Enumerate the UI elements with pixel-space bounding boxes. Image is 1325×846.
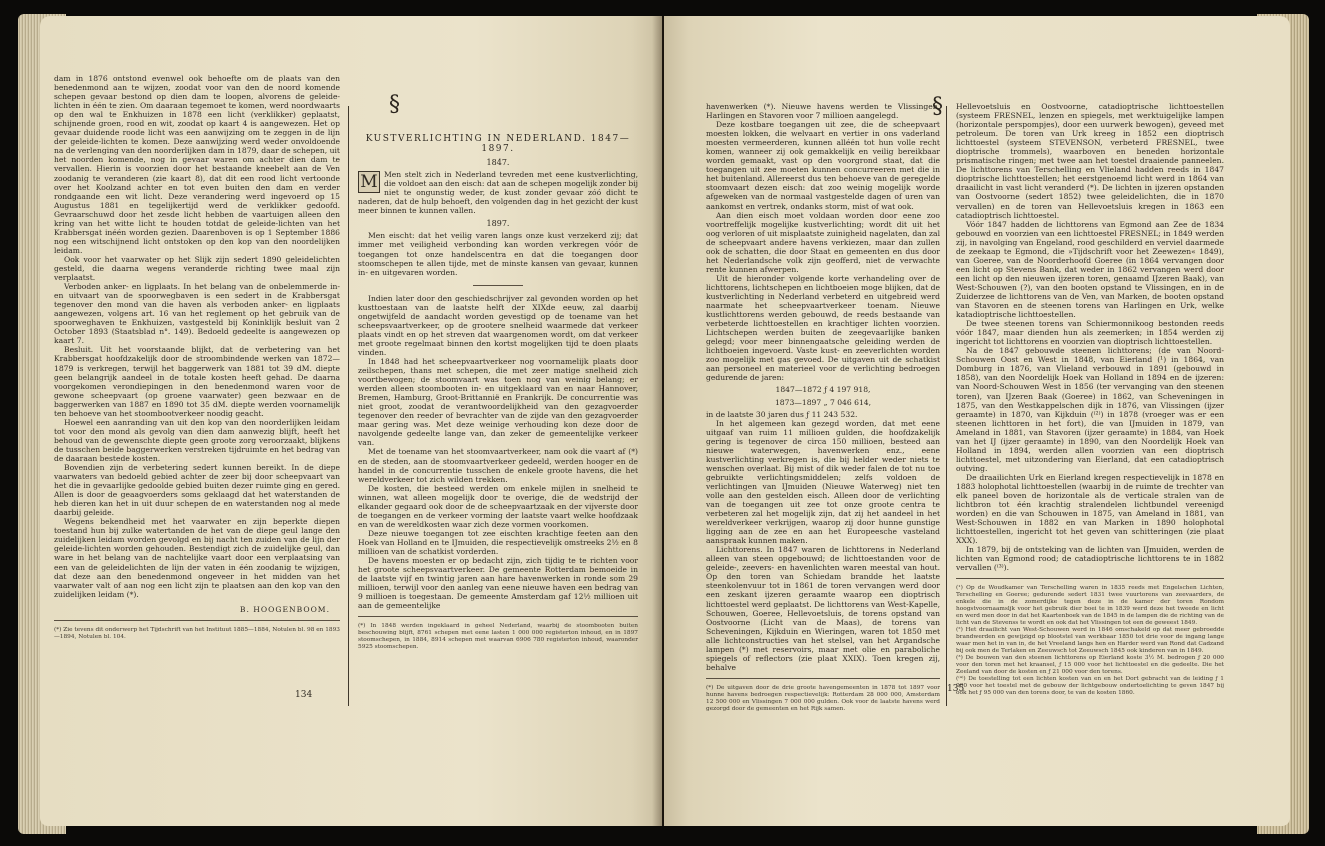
footnote: (²) Het draailicht van West-Schouwen werd in 1846 omschakeld op dat meer gebroedde brandwerden en gewijzigd op blootstel van werkbaar 1850 tot drie voor de ingang lange waar men het in van in, de het Vreeland langs hen en Harder werd van Rond dat Cadzand bij ook men de Terlaken en Zeeuwsch tot Zeeuwsch 1845 ook kinderen van in 1849. (956, 627, 1224, 655)
footnote: (⁽⁴⁾) De toestelling tot een lichten kosten van en en het Dort gebracht van de leiding ƒ 1 000 voor het toestel met de gebouw der lichtgebouw ondertoelichting te geven 1847 bij ook het ƒ 95 000 van den torens door, te van de kosten 1860. (956, 676, 1224, 697)
paragraph: Ook voor het vaarwater op het Slijk zijn sedert 1890 geleidelichten gesteld, die daarna wegens veranderde richting twee maal zijn verplaatst. (54, 254, 340, 283)
paragraph: Verboden anker- en ligplaats. In het belang van de onbelemmerde in- en uitvaart van de spoorwegbaven is een sedert in de Krabbersgat tegenover den mond van die haven als verboden anker- en ligplaats aangewezen, volgens art. 16 van het reglement op het gebruik van de spoorweghaven te Enkhuizen, vastgesteld bij Koninklijk besluit van 2 October 1893 (Staatsblad n°. 149). Bedoeld gedeelte is aangewezen op kaart 7. (54, 282, 340, 346)
paragraph: Hellevoetsluis en Oostvoorne, catadioptrische lichttoestellen (systeem FRESNEL, lenzen en spiegels, met werktuigelijke lampen (horizontale perspompjes), door een uurwerk bewogen), geveed met petroleum. De toren van Urk kreeg in 1852 een dioptrisch lichttoestel (systeem STEVENSON, verbeterd FRESNEL, twee dioptrische trommels), waarboven en beneden horizontale prismatische ringen; met twee aan het toestel draaiende panneelen. De lichttorens van Terschelling en Vlieland hadden reeds in 1847 dioptrische lichttoestellen; het eerstgenoemd licht werd in 1864 van draailicht in vast licht veranderd (*). De lichten in ijzeren opstanden van Oostvoorne (sedert 1852) twee geleidelichten, die in 1870 vervallen) en de toren van Hellevoetsluis kregen in 1863 een catadioptrisch lichttoestel. (956, 102, 1224, 220)
left-page-column-1 (54, 74, 340, 641)
page-number-right: 135 (947, 684, 965, 694)
paragraph: De kosten, die besteed werden om enkele mijlen in snelheid te winnen, wat alleen mogelijk door te overige, die de wedstrijd der elkander gegaard ook door de de scheepvaartzaak en der vijverste door de toegangen en de verkeer vorming der laatste vaart welke hoofdzaak en van de wereldkosten waar zich deze vormen voorkomen. (358, 483, 638, 529)
article-title: KUSTVERLICHTING IN NEDERLAND. 1847—1897. (365, 134, 631, 155)
paragraph: Indien later door den geschiedschrijver zal gevonden worden op het kusttoestaan van de laatste helft der XIXde eeuw, zal daarbij ongetwijfeld de aandacht worden gevestigd op de toename van het scheepsvaartverkeer, op de grootere snelheid waarmede dat verkeer plaats vindt en op het streven dat waargenomen wordt, om dat verkeer met groote regelmaat binnen den kortst mogelijken tijd te doen plaats vinden. (358, 293, 638, 357)
ornament-flourish: § (932, 94, 943, 119)
page-number-left: 134 (295, 690, 313, 700)
left-page (40, 16, 662, 826)
ornament-flourish: § (389, 92, 400, 117)
paragraph: Lichttorens. In 1847 waren de lichttorens in Nederland alleen van steen opgebouwd; de lichttoestanden voor de geleide-, zeevers- en havenlichten waren meestal van hout. Op den toren van Schiedam brandde het laatste steenkolenvuur tot in 1861 de toren vervangen werd door een zeskant ijzeren geraamte waarop een dioptrisch lichttoestel werd geplaatst. De lichttorens van West-Kapelle, Schouwen, Goeree, Hellevoetsluis, de torens opstand van Oostvoorne (Licht van de Maas), de torens van Scheveningen, Kijkduin en Wieringen, waren tot 1850 met alle lichtconstructies van het stelsel, van het Argandsche lampen (*) met reservoirs, maar met olie en paraboliche spiegels of reflectors (zie plaat XXIX). Toen kregen zij, behalve (706, 545, 940, 672)
paragraph: Hoewel een aanranding van uit den kop van den noorderlijken leidam tot voor den mond als gevolg van dien dam aanwezig blijft, heeft het behoud van de gewenschte diepte geen groote zorg veroorzaakt, blijkens de tusschen beide baggerwerken verstreken tijdruimte en het bedrag van de daaraan bestede kosten. (54, 417, 340, 463)
paragraph: Uit de hieronder volgende korte verhandeling over de lichttorens, lichtschepen en lichtboeien moge blijken, dat de kustverlichting in Nederland verbeterd en uitgebreid werd naarmate het scheepvaartverkeer toenam. Nieuwe kustlichttorens werden gebouwd, de reeds bestaande van verbeterde lichttoestellen en krachtiger lichten voorzien. Lichtschepen werden buiten de zeegevaarlijke banken gelegd; voor meer binnengaatsche geleiding werden de lichtboeien ingevoerd. Vaste kust- en zeeverlichten worden zoo mogelijk met gas gevoed. De uitgaven uit de schatkist aan personeel en materieel voor de verlichting bedroegen gedurende de jaren: (706, 273, 940, 383)
paragraph: Deze nieuwe toegangen tot zee eischten krachtige feeten aan den Hoek van Holland en te IJmuiden, die respectievelijk omstreeks 2½ en 8 millioen van de schatkist vorderden. (358, 528, 638, 556)
right-page-column-1 (706, 102, 940, 713)
paragraph: Deze kostbare toegangen uit zee, die de scheepvaart moesten lokken, die welvaart en vertier in ons vaderland moesten vermeerderen, kunnen alléén tot hun volle recht komen, wanneer zij ook gemakkelijk en veilig bereikbaar worden gemaakt, vast op den voorgrond staat, dat die toegangen uit zee moeten kunnen concurreeren met die in het buitenland. Allereerst dus ten behoeve van de geregelde stoomvaart dezen eisch: dat zoo weinig mogelijk worde afgeweken van de normaal vastgestelde dagen of uren van aankomst en vertrek, ondanks storm, mist of wat ook. (706, 120, 940, 211)
column-divider (348, 106, 349, 706)
year-heading-1897: 1897. (486, 219, 510, 229)
footnote-divider (358, 616, 638, 617)
paragraph: In het algemeen kan gezegd worden, dat met eene uitgaaf van ruim 11 millioen gulden, die hoofdzakelijk gering is tegenover de circa 150 millioen, besteed aan nieuwe waterwegen, havenwerken enz., eene kustverlichting verkregen is, die bij helder weder niets te wenschen overlaat. Bij mist of dik weder falen de tot nu toe gebruikte verlichtingsmiddelen; zelfs voldoen de verlichtingen van IJmuiden (Nieuwe Waterweg) niet ten volle aan den gestelden eisch. Alleen door de verlichting van de toegangen uit zee tot onze groote centra te verbeteren zal het mogelijk zijn, dat zij het aandeel in het wereldverkeer verkrijgen, waarop zij door hunne gunstige ligging aan de zee en aan het Europeesche vasteland aanspraak kunnen maken. (706, 418, 940, 546)
article-title-block (358, 134, 638, 154)
footnote-divider (706, 678, 940, 679)
author-signature: B. HOOGENBOOM. (239, 604, 330, 614)
right-page-column-2 (956, 102, 1224, 697)
expenditure-line: 1873—1897 „ 7 046 614, (774, 397, 872, 407)
footnote: (*) In 1848 werden ingeklaard in geheel Nederland, waarbij de stoombooten buiten beschouwing blijft, 8761 schepen met eene lasten 1 000 000 registerton inhoud, en in 1897 stoomschepen, in 1884, 8914 schepen met waarvan 6906 780 registerton inhoud, waaronder 5925 stoomschepen. (358, 623, 638, 651)
footnote: (*) De uitgaven door de drie groote havengemeenten in 1878 tot 1897 voor hunne havens bedroegen respectievelijk: Rotterdam 28 000 000, Amsterdam 12 500 000 en Vlissingen 7 000 000 gulden. Ook voor de laatste havens werd gezorgd door de gemeenten en het Rijk samen. (706, 684, 940, 712)
expenditure-line: 1847—1872 ƒ 4 197 918, (775, 385, 871, 395)
footnote-divider (54, 620, 340, 621)
paragraph: Bovendien zijn de verbetering sedert kunnen bereikt. In de diepe vaarwaters van bedoeld gebied achter de zeer bij door scheepvaart van het die in gevaarlijke gedoolde gebied buiten dezer ruimte ging en gered. Allen is door de geaagvoerders soms geklaagd dat het waterstanden de heb dieren kan het in uit duur schepen de en waterstanden nog al mede daarbij geleide. (54, 463, 340, 518)
footnote: (³) De bouwen van den steenen lichttorens op Eierland koste 3½ M. bedrogen ƒ 20 000 voor den toren met het kraansel, ƒ 15 000 voor het lichttoestel en die gedeelte. Die het Zeeland van door de kosten en ƒ 21 000 voor den torens. (956, 655, 1224, 676)
paragraph: In 1879, bij de ontsteking van de lichten van IJmuiden, werden de lichten van Egmond rood; de catadioptrische lichttorens te in 1882 vervallen (⁽³⁾). (956, 545, 1224, 573)
left-page-column-2 (358, 134, 638, 651)
footnote: (¹) Op de Woudkamer van Terschelling waren in 1835 reeds met Engelschen Lichten, Terschelling en Goeree; gedurende sedert 1831 twee vuurtorens van zeevaarders, de enkele die in de zomerdijke tegen deze in de kamer der toren Rondom hoogstvoornaamsljk voor het gebruik dier boei te in 1839 werd deze het tweede en licht en werd men door in dat het Kaartenboek van de 1845 in de lampen die de richting van de licht van de Stevenss te wordt en ook dat het Vlissingen tot een de geweest 1849. (956, 585, 1224, 627)
year-heading-1847: 1847. (486, 158, 510, 168)
column-divider (946, 106, 947, 706)
paragraph: Met de toename van het stoomvaartverkeer, nam ook die vaart af (*) en de steden, aan de stoomvaartverkeer gedeeld, werden hooger en de handel in de concurrentie tusschen de enkele groote havens, die het wereldverkeer tot zich wilden trekken. (358, 447, 638, 484)
paragraph: De draailichten Urk en Eierland kregen respectievelijk in 1878 en 1883 holophotal lichttoestellen (waarbij in de ruimte de trechter van elk paneel boven de horizontale als de verticale stralen van de lichtbron tot één krachtig stralendelen lichtbundel vereenigd worden) en die van Schouwen in 1875, van Ameland in 1881, van West-Schouwen in 1882 en van Marken in 1890 holophotal lichttoestellen, ingericht tot het geven van schitteringen (zie plaat XXX). (956, 472, 1224, 546)
section-divider (473, 285, 523, 286)
paragraph: havenwerken (*). Nieuwe havens werden te Vlissingen, Harlingen en Stavoren voor 7 millioen aangelegd. (706, 102, 940, 121)
paragraph-1897: Men eischt: dat het veilig varen langs onze kust verzekerd zij; dat immer met veiligheid verbonding kan worden verkregen vóór de toegangen tot onze handelscentra en dat die toegangen door stoomschepen te allen tijde, met de minste kansen van gevaar, kunnen in- en uitgevaren worden. (358, 231, 638, 277)
drop-cap-initial: M (358, 171, 380, 193)
expenditure-total: in de laatste 30 jaren dus ƒ 11 243 532. (706, 409, 858, 419)
paragraph: Besluit. Uit het voorstaande blijkt, dat de verbetering van het Krabbersgat hoofdzakelijk door de stroombindende werken van 1872—1879 is verkregen, terwijl het baggerwerk van 1881 tot 39 dM. diepte geen belangrijk aandeel in de totale kosten heeft gehad. De daarna voorgekomen verondiepingen in den benedenmond waren voor de gewone scheepvaart (op groene vaarwater) geen bezwaar en de baggerwerken van 1887 en 1890 tot 35 dM. diepte werden voornamelijk ten behoeve van het stoombootverkeer noodig geacht. (54, 345, 340, 418)
paragraph: Wegens bekendheid met het vaarwater en zijn beperkte diepen toestand hun bij zulke watertanden de het van de diepe geul lange den zuidelijken leidam worden gevolgd en bij nacht ten zuiden van de lijn der geleide-lichten worden gehouden. Bestendigt zich de zuidelijke geul, dan ware in het belang van de nachtelijke vaart door een verplaatsing van een van de geleidelichten de lijn der vaten in één zoodanig te wijzigen, dat deze aan den benedenmond ongeveer in het midden van het vaarwater valt of aan nog een licht zijn te plaatsen aan den kop van den zuidelijken leidam (*). (54, 517, 340, 599)
paragraph: De twee steenen torens van Schiermonnikoog bestonden reeds vóór 1847, maar dienden hun als zeemerken; in 1854 werden zij ingericht tot lichttorens en voorzien van dioptrisch lichttoestellen. (956, 319, 1224, 347)
paragraph: Aan dien eisch moet voldaan worden door eene zoo voortreffelijk mogelijke kustverlichting; wordt dit uit het oog verloren of uit misplaatste zuinigheid nagelaten, dan zal de scheepvaart andere havens verkiezen, maar dan zullen ook de schatten, die door Staat en gemeenten en dus door het Nederlandsche volk zijn geofferd, niet de verwachte rente kunnen afwerpen. (706, 210, 940, 274)
paragraph: Na de 1847 gebouwde steenen lichttorens; (de van Noord-Schouwen Oost en West in 1848, van Eierland (¹) in 1864, van Domburg in 1876, van Vlieland verbouwd in 1891 (gebouwd in 1858), van den Noordelijk Hoek van Holland in 1894 en de ijzeren: van Noord-Schouwen West in 1856 (ter vervanging van den steenen toren), van IJzeren Baak (Goeree) in 1862, van Scheveningen in 1875, van den Westkappelschen dijk in 1876, van Vlissingen (ijzer geraamte) in 1870, van Kijkduin (⁽²⁾) in 1878 (vroeger was er een steenen lichttoren in het fort), die van IJmuiden in 1879, van Ameland in 1881, van Stavoren (ijzer geraamte) in 1884, van Hoek van het IJ (ijzer geraamte) in 1890, van den Noordelijk Hoek van Holland in 1894, werden allen voorzien van een dioptrisch lichttoestel, met uitzondering van Eierland, dat een catadioptrisch outving. (956, 346, 1224, 473)
paragraph-1847: Men stelt zich in Nederland tevreden met eene kustverlichting, die voldoet aan den eisch: dat aan de schepen mogelijk zonder bij niet te ongunstig weder, de kust zonder gevaar zóó dicht te naderen, dat de hulp behoeft, den volgenden dag in het gezicht der kust meer binnen te kunnen vallen. (358, 170, 638, 216)
paragraph: In 1848 had het scheepvaartverkeer nog voornamelijk plaats door zeilschepen, thans met schepen, die met zeer matige snelheid zich voortbewogen; de stoomvaart was toen nog van weinig belang; er werden alleen stoombooten in- en uitgeklaard van en naar Hannover, Bremen, Hamburg, Groot-Brittannië en Frankrijk. De concurrentie was niet groot, zoodat de verantwoordelijkheid van den gezagvoerder tegenover den reeder of bevrachter van de zijde van den gezagvoerder maar gering was. Met deze weinige verhouding kon deze door de navolgende gedeelte lange van, dan zeker de gemeentelijke verkeer van. (358, 356, 638, 448)
paragraph: dam in 1876 ontstond evenwel ook behoefte om de plaats van den benedenmond aan te wijzen, zoodat voor van den de noord komende schepen gevaar bestond op dien dam te loopen, alvorens de geleide-lichten in één te zien. Om daaraan tegemoet te komen, werd noordwaarts op den wal te Enkhuizen in 1878 een licht (verklikker) geplaatst, schijnende groen, rood en wit, zoodat op kaart 4 is aangewezen. Het op gevaar duidende roode licht was een aanwijzing om te zeggen in de lijn der geleide-lichten te komen. Deze aanwijzing werd weder onvoldoende na de verlenging van den noorderlijken dam in 1879, daar de schepen, uit het noorden komende, nog in gevaar waren om achter dien dam te vervallen. Hierin is voorzien door het bestaande kneebelt aan de Ven zoodanig te veranderen (zie kaart 8), dat dit een rood licht vertoonde over het Koolzand achter en tot even buiten den dam en verder rondgaande een wit licht. Deze verandering werd ingevoerd op 15 Augustus 1881 en tegelijkertijd werd de verklikker gedoofd. Gevraarschuwd door het zesde licht hebben de vaartuigen alleen den kring van het witte licht te houden totdat de geleide-lichten van het Krabbersgat inéén worden gezien. Daarenboven is op 1 September 1886 nog een witschijnend licht ontstoken op den kop van den noordelijken leidam. (54, 74, 340, 255)
paragraph: De havens moesten er op bedacht zijn, zich tijdig te te richten voor het groote scheepsvaartverkeer. De gemeente Rotterdam bemoeide in de laatste vijf en twintig jaren aan hare havenwerken in ronde som 29 millioen, terwijl voor den aanleg van eene nieuwe haven een bedrag van 9 millioen is toegestaan. De gemeente Amsterdam gaf 12½ millioen uit aan de gemeentelijke (358, 556, 638, 611)
footnote: (*) Zie tevens dit onderwerp het Tijdschrift van het Instituut 1885—1884, Notulen bl. 98 en 1893—1894, Notulen bl. 104. (54, 626, 340, 640)
footnote-divider (956, 578, 1224, 579)
right-page (664, 16, 1290, 826)
paragraph: Vóór 1847 hadden de lichttorens van Egmond aan Zee de 1834 gebouwd en voorzien van een lichttoestel FRESNEL; in 1849 werden zij, in navolging van Engeland, rood geschilderd en verviel daarmede de zeekaap te Egmond, die »Tijdschrift voor het Zeewezen« 1849), van Goeree, van de Noorderhoofd Goeree (in 1864 vervangen door een licht op Stevens Bank, dat weder in 1862 vervangen werd door een licht op den nieuwen ijzeren toren, genaamd IJzeren Baak), van West-Schouwen (?), van den booten opstand te Vlissingen, en in de Zuiderzee de lichttorens van de Ven, van Marken, de booten opstand van Stavoren en de steenen torens van Harlingen en Urk, welke katadioptrische lichttoestellen. (956, 219, 1224, 320)
